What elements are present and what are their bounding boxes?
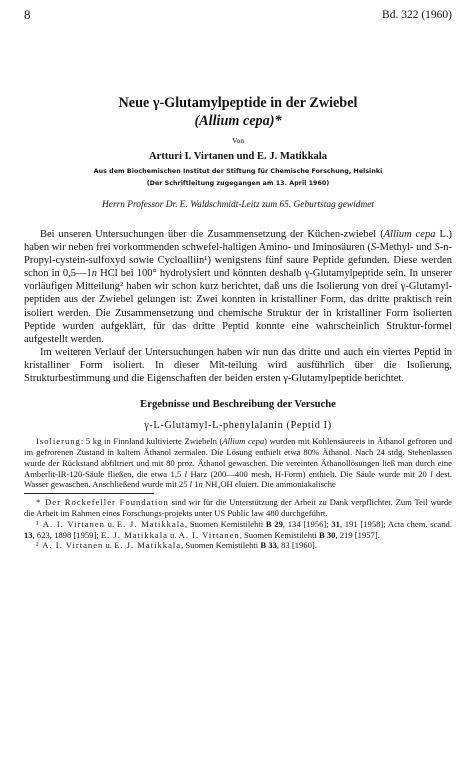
footnotes bbox=[24, 497, 452, 551]
article-page bbox=[24, 6, 452, 551]
intro-paragraph-2: Im weiteren Verlauf der Untersuchungen haben wir nun das dritte und auch ein viertes Peptid in kristalliner Form isoliert. In dieser Mit-teilung wird ausführlich über die Isolierung, Strukturbestimmung und die Eigenschaften der beiden ersten γ-Glutamylpeptide berichtet. bbox=[24, 346, 452, 385]
footnote-2: ² A. I. Virtanen u. E. J. Matikkala, Suomen Kemistilehti B 33, 83 [1960]. bbox=[36, 540, 317, 551]
subsection-title: γ-L-Glutamyl-L-phenylalanin (Peptid I) bbox=[144, 420, 332, 432]
footnote-1: ¹ A. I. Virtanen u. E. J. Matikkala, Suomen Kemistilehti B 29, 134 [1956]; 31, 191 [1958]; Acta chem. scand. 13, 623, 1898 [1959]; E. J. Matikkala u. A. I. Virtanen, Suomen Kemistilehti B 30, 219 [1957]. bbox=[24, 518, 452, 540]
article-title: Neue γ-Glutamylpeptide in der Zwiebel bbox=[118, 95, 358, 111]
volume-info: Bd. 322 (1960) bbox=[382, 9, 452, 21]
dedication: Herrn Professor Dr. E. Waldschmidt-Leitz zum 65. Geburtstag gewidmet bbox=[102, 200, 374, 210]
introduction bbox=[24, 228, 452, 385]
page-number: 8 bbox=[24, 7, 31, 22]
received-date: (Der Schriftleitung zugegangen am 13. April 1960) bbox=[146, 180, 330, 187]
footnote-star: * Der Rockefeller Foundation sind wir für die Unterstützung der Arbeit zu Dank verpflichtet. Zum Teil wurde die Arbeit im Rahmen eines Forschungs-projekts unter US Public law 480 durchgeführt. bbox=[24, 497, 452, 518]
running-head bbox=[24, 6, 452, 24]
isolation-paragraph: Isolierung: 5 kg in Finnland kultivierte Zwiebeln (Allium cepa) wurden mit Kohlensäureeis in Äthanol gefroren und im gefrorenen Zustand in kaltem Äthanol zermalen. Die Lösung enthielt etwa 80% Äthanol. Nach 24 stdg. Stehenlassen wurde der Rückstand abfiltriert und mit 80 proz. Äthanol gewaschen. Die vereinten Äthanollösungen ließ man durch eine Amberlit-IR-120-Säule fließen, die etwa 1,5 l Harz (200—400 mesh, H-Form) enthielt. Die Säule wurde mit 20 l dest. Wasser gewaschen. Anschließend wurde mit 25 l 1n NH₄OH eluiert. Die ammoniakalische bbox=[24, 436, 453, 490]
byline-von: Von bbox=[231, 136, 245, 145]
intro-paragraph-1: Bei unseren Untersuchungen über die Zusammensetzung der Küchen-zwiebel (Allium cepa L.) haben wir neben frei vorkommenden schwefel-haltigen Amino- und Iminosäuren (S-Methyl- und S-n-Propyl-cystein-sulfoxyd sowie Cycloalliin¹) wenigstens fünf saure Peptide gefunden. Diese werden schon in 0,5—1n HCl bei 100° hydrolysiert und könnten deshalb γ-Glutamylpeptide sein. In unserer vorläufigen Mitteilung² haben wir schon kurz berichtet, daß uns die Isolierung von drei γ-Glutamyl-peptiden aus der Zwiebel gelungen ist: Zwei konnten in kristalliner Form, das dritte praktisch rein isoliert werden. Die Zusammensetzung und chemische Struktur der in kristalliner Form isolierten Peptide wurden aufgeklärt, für das dritte Peptid konnte eine wahrscheinlich Struktur-formel aufgestellt werden. bbox=[24, 229, 453, 345]
article-title-species: (Allium cepa)* bbox=[194, 113, 282, 129]
affiliation: Aus dem Biochemischen Institut der Stiftung für Chemische Forschung, Helsinki bbox=[93, 168, 383, 175]
authors: Artturi I. Virtanen und E. J. Matikkala bbox=[148, 151, 328, 162]
footnote-rule bbox=[24, 493, 154, 494]
section-title: Ergebnisse und Beschreibung der Versuche bbox=[140, 399, 336, 411]
